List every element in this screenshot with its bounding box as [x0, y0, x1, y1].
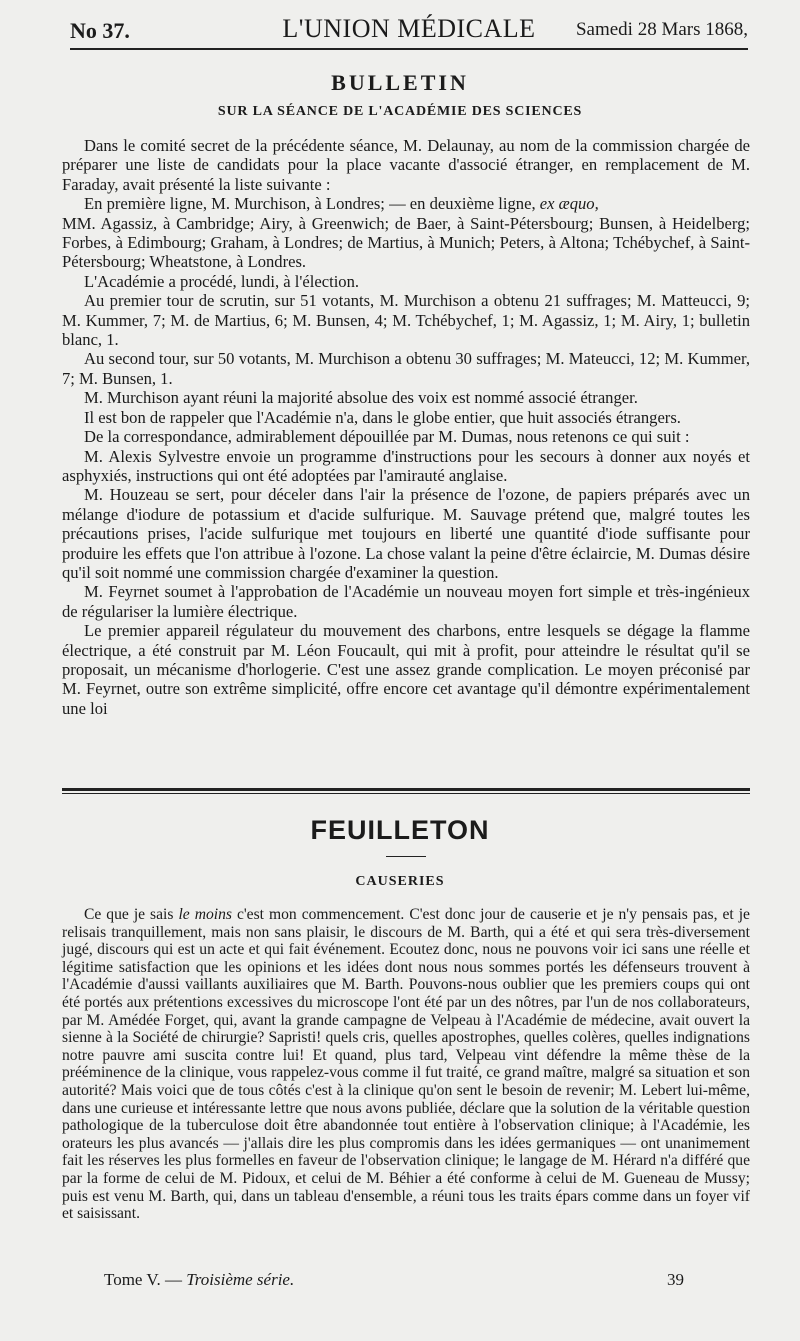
paragraph: Dans le comité secret de la précédente séance, M. Delaunay, au nom de la commission chargée de préparer une liste de candidats pour la place vacante d'associé étranger, en remplacement de M. Faraday, avait présenté la liste suivante : [62, 136, 750, 194]
feuilleton-rule [386, 856, 426, 857]
masthead [70, 14, 748, 44]
italic-phrase: le moins [178, 906, 232, 923]
feuilleton-body [62, 906, 750, 1223]
bulletin-title: BULLETIN [331, 70, 469, 95]
paragraph: En première ligne, M. Murchison, à Londres; — en deuxième ligne, ex æquo, [84, 194, 599, 214]
paragraph: M. Alexis Sylvestre envoie un programme d'instructions pour les secours à donner aux noyés et asphyxiés, instructions qui ont été adoptées par l'amirauté anglaise. [62, 446, 750, 485]
paragraph: M. Murchison ayant réuni la majorité absolue des voix est nommé associé étranger. [84, 388, 638, 408]
newspaper-title: L'UNION MÉDICALE [282, 14, 536, 43]
paragraph: Au premier tour de scrutin, sur 51 votants, M. Murchison a obtenu 21 suffrages; M. Matteucci, 9; M. Kummer, 7; M. de Martius, 6; M. Bunsen, 4; M. Tchébychef, 1; M. Agassiz, 1; M. Airy, 1; bulletin blanc, 1. [62, 291, 750, 350]
bulletin-body [62, 136, 750, 718]
paragraph: Au second tour, sur 50 votants, M. Murchison a obtenu 30 suffrages; M. Mateucci, 12; M. Kummer, 7; M. Bunsen, 1. [62, 349, 750, 388]
paragraph: Il est bon de rappeler que l'Académie n'a, dans le globe entier, que huit associés étrangers. [84, 407, 681, 427]
issue-date: Samedi 28 Mars 1868, [575, 19, 748, 40]
page-number: 39 [667, 1270, 684, 1289]
paragraph: M. Houzeau se sert, pour déceler dans l'air la présence de l'ozone, de papiers préparés avec un mélange d'iodure de potassium et d'acide sulfurique. M. Sauvage prétend que, malgré toutes les précautions prises, l'acide sulfurique met toujours en liberté une quantité d'iode suffisante pour produire les effets que l'on attribue à l'ozone. La chose valant la peine d'être éclaircie, M. Dumas désire qu'il soit nommé une commission chargée d'examiner la question. [62, 485, 750, 582]
series-label: Troisième série. [186, 1270, 295, 1289]
page-footer [104, 1270, 684, 1292]
masthead-rule [70, 48, 748, 50]
paragraph: Le premier appareil régulateur du mouvement des charbons, entre lesquels se dégage la flamme électrique, a été construit par M. Léon Foucault, qui mit à profit, pour atteindre le résultat qu'il se proposait, un mécanisme d'horlogerie. C'est une assez grande complication. Le moyen préconisé par M. Feyrnet, outre son extrême simplicité, offre encore cet avantage qu'il démontre expérimentalement une loi [62, 621, 750, 718]
paragraph: De la correspondance, admirablement dépouillée par M. Dumas, nous retenons ce qui suit : [84, 427, 690, 447]
paragraph: MM. Agassiz, à Cambridge; Airy, à Greenwich; de Baer, à Saint-Pétersbourg; Bunsen, à Heidelberg; Forbes, à Edimbourg; Graham, à Londres; de Martius, à Munich; Peters, à Altona; Tchébychef, à Saint-Pétersbourg; Wheatstone, à Londres. [62, 213, 750, 272]
volume-label: Tome V. — Troisième série. [104, 1270, 295, 1289]
paragraph: M. Feyrnet soumet à l'approbation de l'Académie un nouveau moyen fort simple et très-ingénieux de régulariser la lumière électrique. [62, 582, 750, 621]
paragraph: L'Académie a procédé, lundi, à l'élection. [84, 271, 360, 291]
bulletin-subtitle: SUR LA SÉANCE DE L'ACADÉMIE DES SCIENCES [217, 104, 583, 119]
section-divider [62, 788, 750, 794]
feuilleton-title: FEUILLETON [310, 815, 490, 845]
feuilleton-subtitle: CAUSERIES [355, 874, 445, 889]
issue-number: No 37. [70, 18, 130, 43]
paragraph: Ce que je sais le moins c'est mon commencement. C'est donc jour de causerie et je n'y pensais pas, et je relisais tranquillement, mais non sans plaisir, le discours de M. Barth, qui a été et qui sera très-diversement jugé, discours qui est un acte et qui fait événement. Ecoutez donc, nous ne pouvons voir ici sans une réelle et légitime satisfaction que les opinions et les idées dont nous nous sommes portés les défenseurs trouvent à l'Académie d'aussi vaillants auxiliaires que M. Barth. Pouvons-nous oublier que les premiers coups qui ont été portés aux prétentions excessives du microscope l'ont été par un des nôtres, par l'un de nos collaborateurs, par M. Amédée Forget, qui, avant la grande campagne de Velpeau à l'Académie de médecine, avait ouvert la sienne à la Société de chirurgie? Sapristi! quels cris, quelles apostrophes, quelles colères, quelles indignations notre pauvre ami suscita contre lui! Et quand, plus tard, Velpeau vint défendre la même thèse de la prééminence de la clinique, vous rappelez-vous comme il fut traité, ce grand maître, malgré sa situation et son autorité? Mais voici que de tous côtés c'est à la clinique qu'on sent le besoin de revenir; M. Lebert lui-même, dans une curieuse et intéressante lettre que nous avons publiée, déclare que la solution de la véritable question pathologique de la tuberculose doit être abandonnée tout entière à l'observation clinique; à l'Académie, les orateurs les plus avancés — j'allais dire les plus compromis dans les idées germaniques — ont unanimement fait les réserves les plus formelles en faveur de l'observation clinique; le langage de M. Hérard n'a différé que par la forme de celui de M. Pidoux, et celui de M. Béhier a été conforme à celui de M. Gueneau de Mussy; puis est venu M. Barth, qui, dans un tableau d'ensemble, a réuni tous les traits épars comme dans un foyer vif et saisissant. [62, 906, 750, 1223]
italic-phrase: ex æquo, [539, 194, 599, 214]
